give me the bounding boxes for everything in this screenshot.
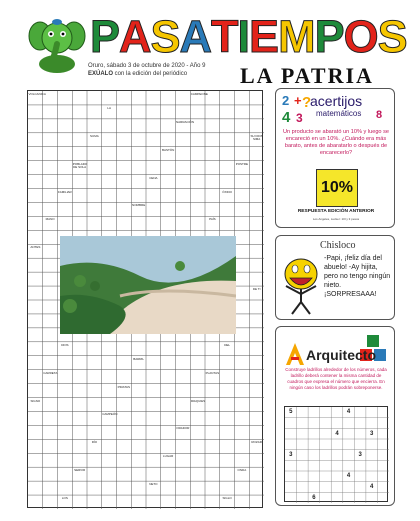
acertijos-panel bbox=[275, 88, 395, 228]
title-letter: I bbox=[237, 11, 250, 62]
grid-number: 4 bbox=[335, 430, 339, 437]
crossword-clue: CAMPEÓN bbox=[102, 412, 118, 417]
svg-text:4: 4 bbox=[282, 109, 291, 125]
chisloco-title: Chisloco bbox=[320, 240, 356, 251]
crossword-clue: POBLADO DE SOLA bbox=[72, 161, 88, 169]
crossword-clue: LUGAR bbox=[162, 454, 174, 459]
title-letter: S bbox=[377, 11, 407, 62]
grid-number: 4 bbox=[346, 473, 351, 480]
riddle-text: Un producto se abarató un 10% y luego se encareció en un 10%. ¿Cuándo era más barato, antes de abaratarlo o después de encarecerlo? bbox=[282, 129, 390, 156]
title-letter: T bbox=[211, 11, 238, 62]
pasatiempos-title bbox=[90, 12, 407, 62]
architect-a-icon bbox=[284, 341, 306, 367]
date-text: Oruro, sábado 3 de octubre de 2020 - Año 9 bbox=[88, 63, 206, 69]
answer-box: 10% bbox=[316, 169, 358, 207]
crossword-clue: ROZAR bbox=[251, 440, 262, 445]
crossword-clue: CENA bbox=[149, 175, 158, 180]
arquitecto-panel bbox=[275, 326, 395, 506]
crossword-clue: ONDA bbox=[237, 468, 247, 473]
grid-number: 5 bbox=[289, 409, 293, 416]
crossword-clue: VOLCANICA bbox=[28, 92, 46, 96]
title-letter: S bbox=[150, 11, 180, 62]
crossword-clue: SIGNO bbox=[30, 398, 41, 403]
acertijos-title: acertijos bbox=[310, 93, 363, 109]
crossword-clue: CARRETA bbox=[43, 370, 58, 375]
crossword-clue: SU DIOS SIMA bbox=[250, 133, 263, 141]
grid-number: 4 bbox=[369, 484, 374, 490]
crossword-clue: BARRIL bbox=[133, 356, 145, 361]
crossword-clue: CAMPEONE bbox=[190, 92, 208, 96]
newspaper-name: LA PATRIA bbox=[240, 63, 374, 88]
crossword-clue: DEL bbox=[224, 342, 231, 347]
title-letter: A bbox=[179, 11, 212, 62]
crossword-clue: NOMBRE bbox=[132, 203, 146, 208]
laughing-cartoon-icon bbox=[280, 254, 322, 316]
arquitecto-grid bbox=[284, 406, 388, 502]
exitalo-rest: con la edición del periódico bbox=[113, 71, 188, 77]
crossword-clue: LA bbox=[107, 105, 111, 110]
grid-number: 3 bbox=[289, 452, 293, 458]
math-numbers-icon bbox=[280, 91, 312, 125]
crossword-clue: PAÍS bbox=[209, 217, 216, 222]
crossword-clue: BASTÓN bbox=[161, 147, 175, 152]
crossword-clue: RÍO bbox=[91, 440, 98, 445]
crossword-clue: MANO bbox=[45, 217, 55, 222]
acertijos-number: 8 bbox=[376, 109, 383, 121]
elephant-mascot-logo bbox=[28, 14, 86, 76]
crossword-clue: SERVIR bbox=[74, 468, 86, 473]
grid-number: 4 bbox=[346, 409, 351, 416]
crossword-clue: NETO bbox=[149, 482, 158, 487]
chisloco-panel bbox=[275, 235, 395, 320]
crossword-clue: NARRACIÓN bbox=[176, 119, 195, 124]
crossword-clue: PLANTAS bbox=[205, 370, 220, 375]
crossword-clue: DE TI bbox=[252, 287, 261, 292]
grid-number: 6 bbox=[312, 494, 316, 501]
title-letter: E bbox=[249, 11, 279, 62]
title-letter: P bbox=[314, 11, 344, 62]
title-letter: A bbox=[119, 11, 151, 62]
arquitecto-grid-lines bbox=[285, 407, 389, 503]
crossword-clue: POSTRE bbox=[235, 161, 249, 166]
arquitecto-title: Arquitecto bbox=[306, 347, 376, 363]
svg-text:+: + bbox=[294, 93, 302, 108]
exitalo-line bbox=[88, 70, 205, 78]
svg-text:?: ? bbox=[302, 94, 312, 111]
crossword-clue: DIOS bbox=[61, 342, 69, 347]
crossword-clue: ORADOR bbox=[176, 426, 190, 431]
joke-text: -Papi, ¡feliz día del abuelo! -Ay hijita, pero no tengo ningún nieto. ¡SORPRESAAA! bbox=[324, 255, 391, 298]
river-aerial-photo bbox=[60, 236, 236, 334]
grid-number: 3 bbox=[358, 452, 362, 458]
title-letter: M bbox=[278, 11, 315, 62]
exitalo-bold: EXÚALO bbox=[88, 71, 114, 77]
arquitecto-instructions: Construye ladrillos alrededor de los números, cada ladrillo deberá contener la misma cantidad de cuadros que expresa el número que encierra. En ningún caso los ladrillos podrán sobreponerse. bbox=[285, 367, 387, 390]
date-line bbox=[88, 62, 205, 78]
svg-text:2: 2 bbox=[282, 93, 290, 108]
answer-credit: Los Angeles, Lucker: 10l y 3 pesos bbox=[312, 217, 360, 221]
title-letter: O bbox=[343, 11, 378, 62]
answer-label: RESPUESTA EDICIÓN ANTERIOR bbox=[297, 209, 375, 214]
crossword-clue: ÓXIDO bbox=[222, 189, 232, 194]
acertijos-subtitle: matemáticos bbox=[316, 109, 362, 118]
crossword-clue: PIRATAS bbox=[117, 384, 131, 389]
title-letter: P bbox=[90, 11, 120, 62]
crossword-clue: LOS bbox=[61, 496, 68, 501]
crossword-clue: SIGLO bbox=[222, 496, 232, 501]
crossword-clue: SUMA bbox=[90, 133, 99, 138]
crossword-clue: FAMILIAR bbox=[58, 189, 72, 194]
crossword-clue: IRAQUIES bbox=[190, 398, 206, 403]
crossword-clue: ANTES bbox=[30, 245, 41, 250]
grid-number: 3 bbox=[369, 430, 374, 437]
svg-text:3: 3 bbox=[296, 111, 303, 125]
